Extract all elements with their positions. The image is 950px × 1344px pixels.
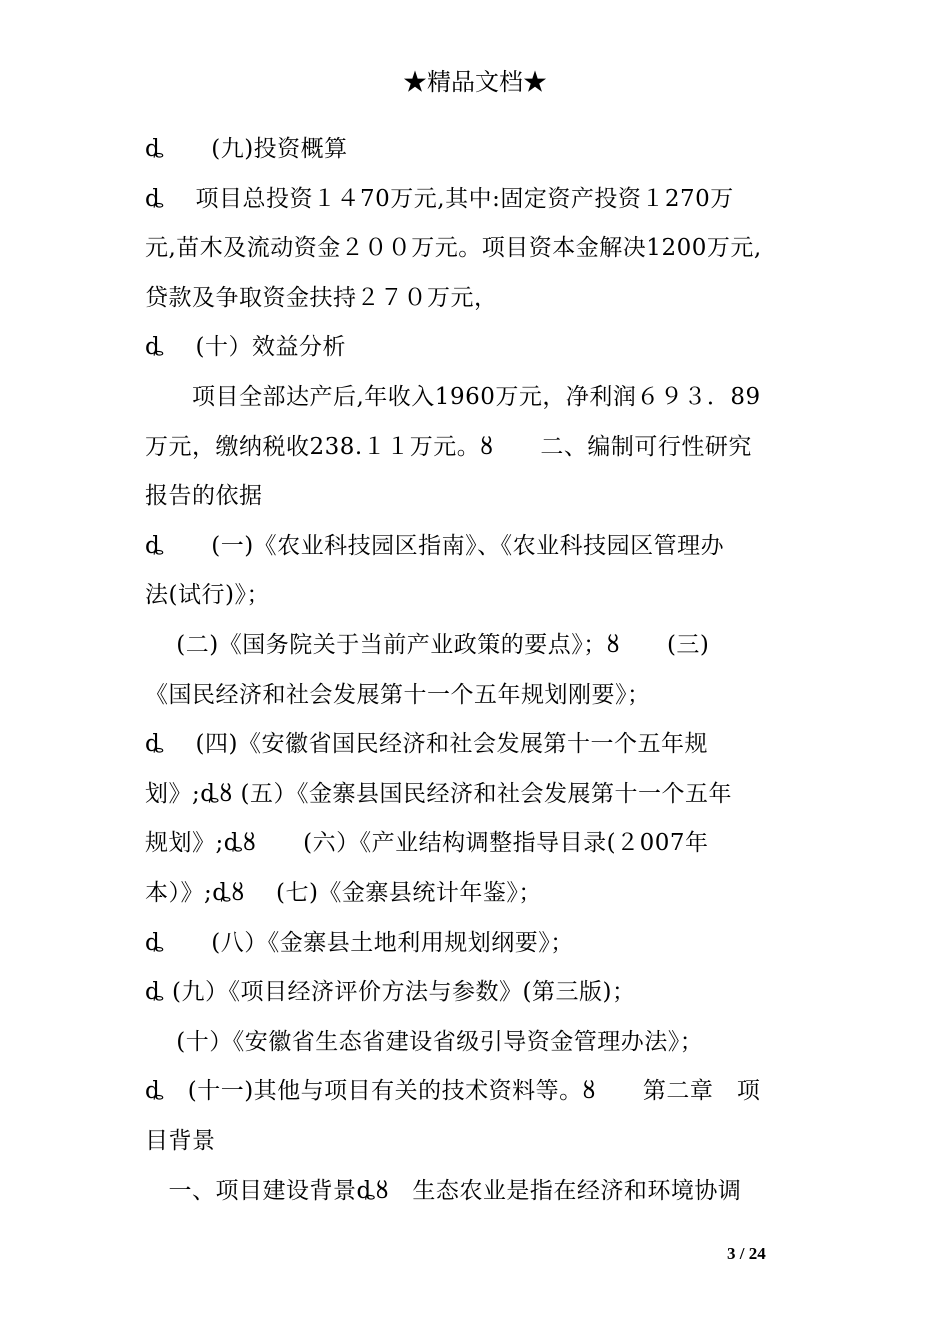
text-line: 本）》;ȡȣ (七)《金寨县统计年鉴》； (145, 880, 542, 906)
text-line: 元,苗木及流动资金２００万元。项目资本金解决1200万元, (145, 235, 762, 261)
page-number: 3 / 24 (727, 1244, 766, 1263)
text-line: 贷款及争取资金扶持２７０万元， (145, 285, 498, 311)
text-line: ȡ (十一)其他与项目有关的技术资料等。ȣ 第二章 项 (145, 1078, 761, 1104)
text-line: (二)《国务院关于当前产业政策的要点》；ȣ (三) (145, 632, 710, 658)
text-line: ȡ (十）效益分析 (145, 334, 347, 360)
text-line: ȡ (九）《项目经济评价方法与参数》(第三版)； (145, 979, 636, 1005)
text-line: 项目全部达产后,年收入1960万元，净利润６９３．89 (145, 384, 761, 410)
text-line: ȡ (八）《金寨县土地利用规划纲要》； (145, 930, 574, 956)
text-line: 目背景 (145, 1128, 216, 1154)
text-line: 《国民经济和社会发展第十一个五年规划刚要》； (145, 682, 651, 708)
text-line: 划》;ȡȣ (五）《金寨县国民经济和社会发展第十一个五年 (145, 781, 732, 807)
text-line: ȡ (九)投资概算 (145, 136, 348, 162)
text-line: ȡ (四)《安徽省国民经济和社会发展第十一个五年规 (145, 731, 708, 757)
page-header: ★精品文档★ (403, 68, 547, 96)
text-line: 一、项目建设背景ȡȣ 生态农业是指在经济和环境协调 (145, 1178, 742, 1204)
text-line: 法(试行)》； (145, 582, 270, 608)
text-line: ȡ (一)《农业科技园区指南》、《农业科技园区管理办 (145, 533, 725, 559)
text-line: 规划》;ȡȣ (六）《产业结构调整指导目录(２007年 (145, 830, 709, 856)
text-line: (十）《安徽省生态省建设省级引导资金管理办法》； (145, 1029, 704, 1055)
text-line: 万元，缴纳税收238.１１万元。ȣ 二、编制可行性研究 (145, 434, 752, 460)
text-line: 报告的依据 (145, 483, 263, 509)
text-line: ȡ 项目总投资１４70万元,其中:固定资产投资１270万 (145, 186, 734, 212)
